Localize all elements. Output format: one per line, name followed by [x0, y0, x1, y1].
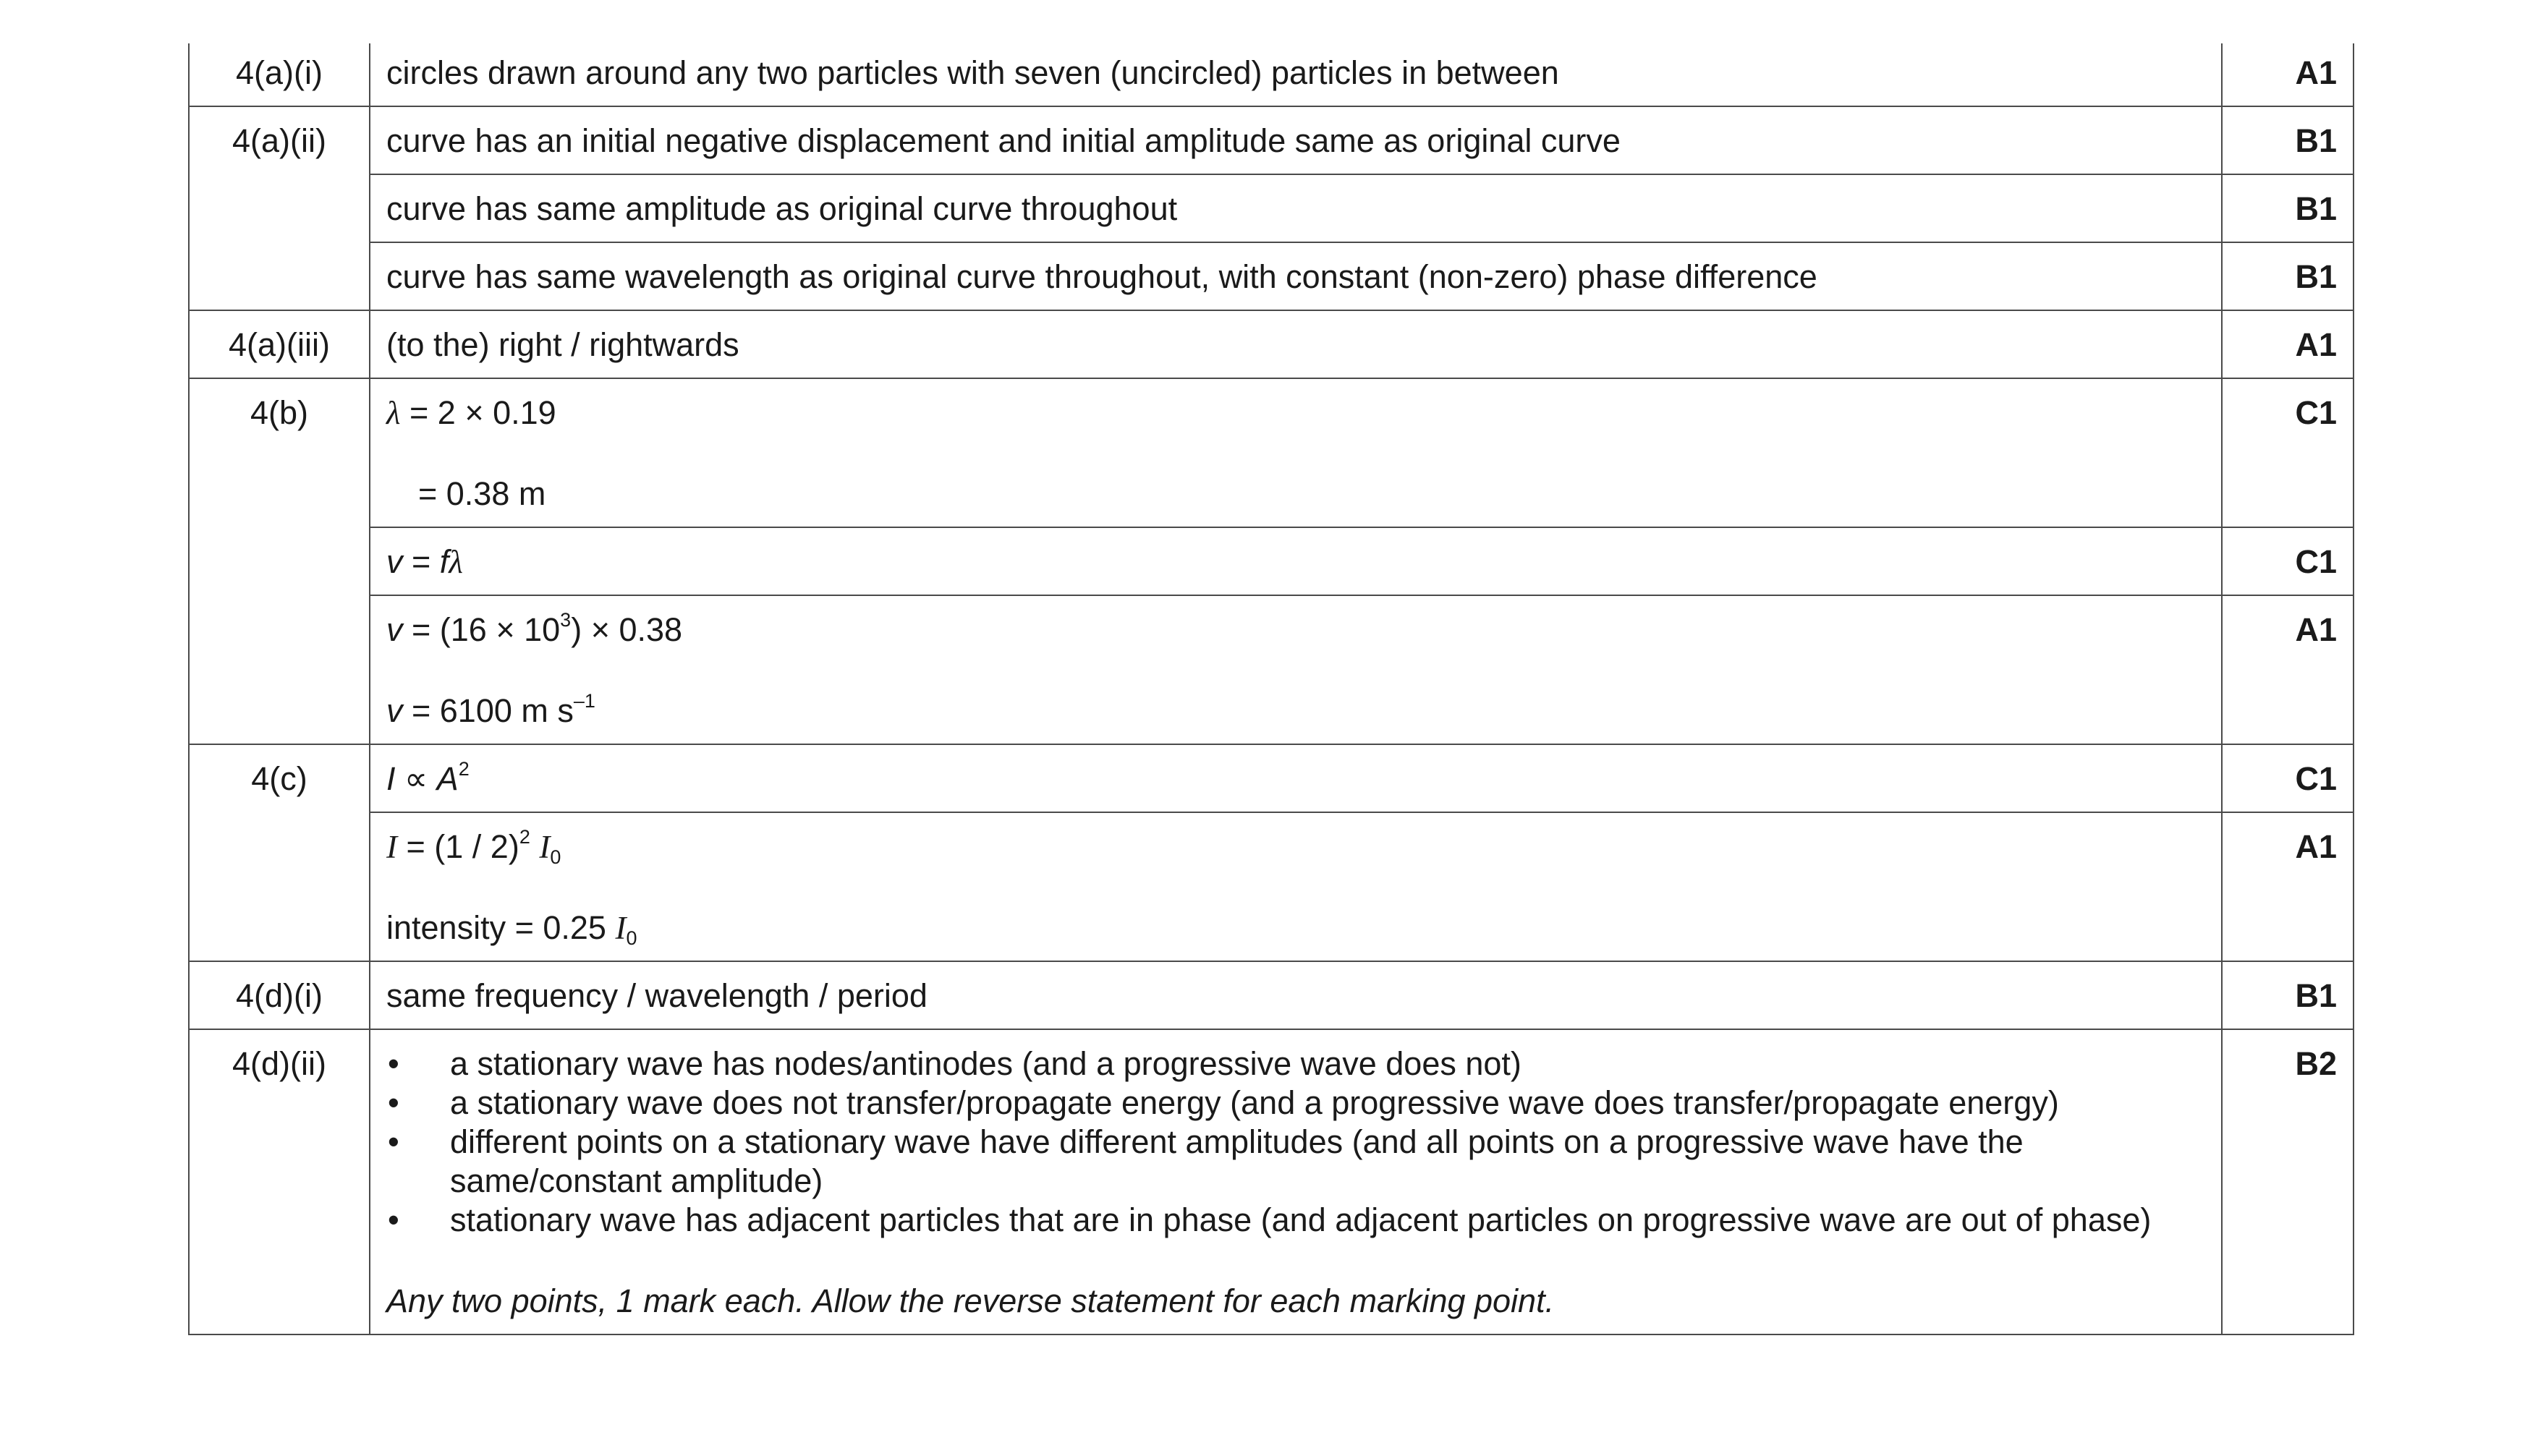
- table-row: [189, 744, 2354, 812]
- answer-cell: same frequency / wavelength / period: [370, 961, 2222, 1029]
- answer-cell: curve has an initial negative displacement and initial amplitude same as original curve: [370, 106, 2222, 174]
- answer-cell: curve has same wavelength as original curve throughout, with constant (non-zero) phase difference: [370, 242, 2222, 310]
- mark-cell: B1: [2222, 174, 2354, 242]
- list-item-text: a stationary wave has nodes/antinodes (and a progressive wave does not): [450, 1045, 1521, 1082]
- answer-cell: curve has same amplitude as original curve throughout: [370, 174, 2222, 242]
- subscript: 0: [626, 927, 637, 950]
- equation-line: [386, 908, 2205, 948]
- mark-cell: A1: [2222, 595, 2354, 744]
- equation-text: =: [402, 543, 440, 580]
- equation-text: = 2 × 0.19: [400, 394, 556, 431]
- question-number: 4(b): [189, 378, 370, 744]
- table-row: [189, 310, 2354, 378]
- intensity-symbol: I: [386, 829, 397, 865]
- bullet-icon: •: [388, 1201, 399, 1238]
- bullet-list: [386, 1044, 2205, 1240]
- lambda-symbol: λ: [449, 544, 463, 580]
- table-row: [189, 378, 2354, 527]
- list-item-text: a stationary wave does not transfer/propagate energy (and a progressive wave does transfer/propagate energy): [450, 1084, 2059, 1121]
- list-item-text: stationary wave has adjacent particles that are in phase (and adjacent particles on progressive wave are out of phase): [450, 1201, 2152, 1238]
- answer-cell: [370, 527, 2222, 595]
- mark-cell: C1: [2222, 378, 2354, 527]
- mark-scheme-table: [188, 43, 2354, 1335]
- table-row: [189, 1029, 2354, 1334]
- list-item: [386, 1084, 2205, 1123]
- answer-cell: [370, 595, 2222, 744]
- frequency-symbol: f: [439, 543, 449, 580]
- question-number: 4(d)(ii): [189, 1029, 370, 1334]
- list-item-text: different points on a stationary wave have different amplitudes (and all points on a progressive wave have the same/constant amplitude): [450, 1123, 2024, 1199]
- equation-line: [386, 827, 2205, 867]
- answer-cell: [370, 812, 2222, 961]
- answer-cell: circles drawn around any two particles with seven (uncircled) particles in between: [370, 43, 2222, 106]
- table-row: [189, 961, 2354, 1029]
- equation-text: = (1 / 2): [397, 828, 519, 865]
- question-number: 4(a)(iii): [189, 310, 370, 378]
- mark-cell: A1: [2222, 43, 2354, 106]
- velocity-symbol: v: [386, 543, 403, 580]
- question-number: 4(a)(ii): [189, 106, 370, 310]
- mark-cell: C1: [2222, 527, 2354, 595]
- exponent: 2: [458, 757, 470, 780]
- marking-note: Any two points, 1 mark each. Allow the reverse statement for each marking point.: [386, 1282, 1555, 1319]
- exponent: 3: [560, 608, 572, 631]
- subscript: 0: [550, 846, 561, 869]
- equation-text: = (16 × 10: [402, 611, 561, 648]
- answer-cell: (to the) right / rightwards: [370, 310, 2222, 378]
- exponent: 2: [519, 825, 530, 848]
- table-row: [189, 527, 2354, 595]
- question-number: 4(a)(i): [189, 43, 370, 106]
- mark-cell: A1: [2222, 812, 2354, 961]
- table-row: [189, 106, 2354, 174]
- mark-cell: A1: [2222, 310, 2354, 378]
- question-number: 4(d)(i): [189, 961, 370, 1029]
- equation-line: [386, 610, 2205, 650]
- mark-cell: B1: [2222, 961, 2354, 1029]
- amplitude-symbol: A: [436, 760, 459, 797]
- equation-text: intensity = 0.25: [386, 909, 616, 946]
- velocity-symbol: v: [386, 611, 403, 648]
- equation-line: [386, 691, 2205, 731]
- bullet-icon: •: [388, 1045, 399, 1082]
- lambda-symbol: λ: [386, 395, 401, 431]
- list-item: [386, 1201, 2205, 1240]
- answer-cell: [370, 378, 2222, 527]
- equation-line: = 0.38 m: [418, 475, 546, 512]
- bullet-icon: •: [388, 1084, 399, 1121]
- bullet-icon: •: [388, 1123, 399, 1160]
- equation-text: ) × 0.38: [571, 611, 683, 648]
- mark-cell: B1: [2222, 242, 2354, 310]
- table-row: [189, 242, 2354, 310]
- intensity-symbol: I: [539, 829, 551, 865]
- answer-cell: [370, 744, 2222, 812]
- exponent: –1: [573, 689, 595, 712]
- answer-cell: [370, 1029, 2222, 1334]
- mark-cell: B1: [2222, 106, 2354, 174]
- table-row: [189, 812, 2354, 961]
- intensity-symbol: I: [386, 760, 396, 797]
- table-row: [189, 174, 2354, 242]
- mark-cell: C1: [2222, 744, 2354, 812]
- velocity-symbol: v: [386, 692, 403, 729]
- table-row: [189, 595, 2354, 744]
- list-item: [386, 1123, 2205, 1201]
- question-number: 4(c): [189, 744, 370, 961]
- table-row: [189, 43, 2354, 106]
- intensity-symbol: I: [615, 910, 627, 946]
- equation-line: [386, 393, 2205, 433]
- proportional-symbol: ∝: [395, 760, 437, 797]
- list-item: [386, 1044, 2205, 1084]
- equation-text: = 6100 m s: [402, 692, 574, 729]
- mark-cell: B2: [2222, 1029, 2354, 1334]
